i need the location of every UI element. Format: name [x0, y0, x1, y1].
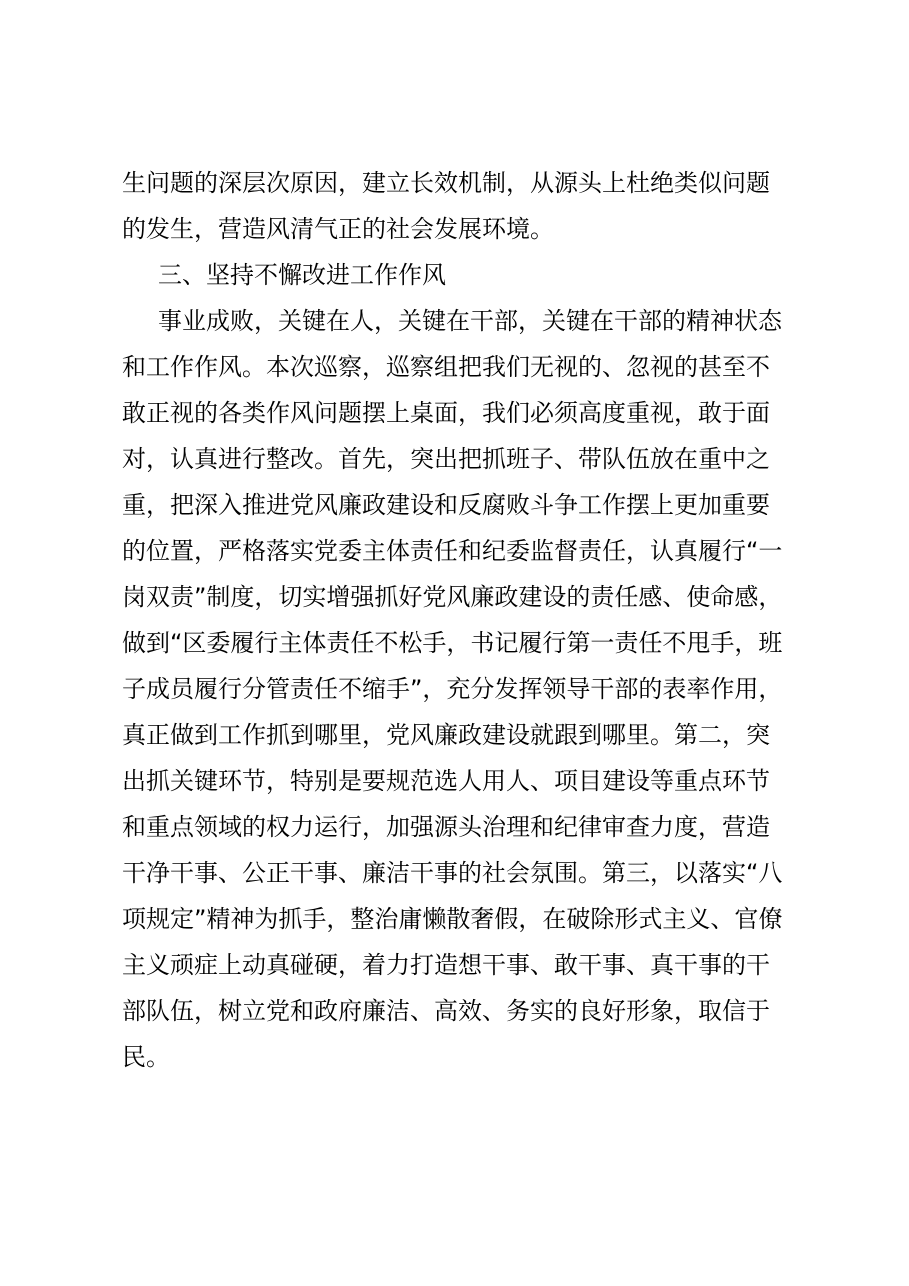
paragraph-line: 子成员履行分管责任不缩手”，充分发挥领导干部的表率作用， — [122, 675, 783, 703]
paragraph-line: 重，把深入推进党风廉政建设和反腐败斗争工作摆上更加重要 — [122, 491, 770, 519]
paragraph-line: 和工作作风。本次巡察，巡察组把我们无视的、忽视的甚至不 — [122, 353, 770, 381]
section-heading: 三、坚持不懈改进工作作风 — [158, 261, 446, 289]
paragraph-line: 真正做到工作抓到哪里，党风廉政建设就跟到哪里。第二，突 — [122, 721, 770, 749]
paragraph-line: 的发生，营造风清气正的社会发展环境。 — [122, 215, 554, 243]
document-body — [122, 160, 802, 1080]
paragraph-line: 岗双责”制度，切实增强抓好党风廉政建设的责任感、使命感， — [122, 583, 783, 611]
paragraph-line: 和重点领域的权力运行，加强源头治理和纪律审查力度，营造 — [122, 813, 770, 841]
paragraph-line: 敢正视的各类作风问题摆上桌面，我们必须高度重视，敢于面 — [122, 399, 770, 427]
paragraph-line: 主义顽症上动真碰硬，着力打造想干事、敢干事、真干事的干 — [122, 951, 770, 979]
paragraph-line: 项规定”精神为抓手，整治庸懒散奢假，在破除形式主义、官僚 — [122, 905, 783, 933]
paragraph-line: 生问题的深层次原因，建立长效机制，从源头上杜绝类似问题 — [122, 169, 770, 197]
paragraph-line: 干净干事、公正干事、廉洁干事的社会氛围。第三，以落实“八 — [122, 859, 783, 887]
paragraph-line: 出抓关键环节，特别是要规范选人用人、项目建设等重点环节 — [122, 767, 770, 795]
paragraph-line: 对，认真进行整改。首先，突出把抓班子、带队伍放在重中之 — [122, 445, 770, 473]
paragraph-line: 部队伍，树立党和政府廉洁、高效、务实的良好形象，取信于 — [122, 997, 770, 1025]
paragraph-line: 事业成败，关键在人，关键在干部，关键在干部的精神状态 — [158, 307, 782, 335]
paragraph-line: 民。 — [122, 1043, 170, 1071]
paragraph-line: 做到“区委履行主体责任不松手，书记履行第一责任不甩手，班 — [122, 629, 783, 657]
paragraph-line: 的位置，严格落实党委主体责任和纪委监督责任，认真履行“一 — [122, 537, 783, 565]
